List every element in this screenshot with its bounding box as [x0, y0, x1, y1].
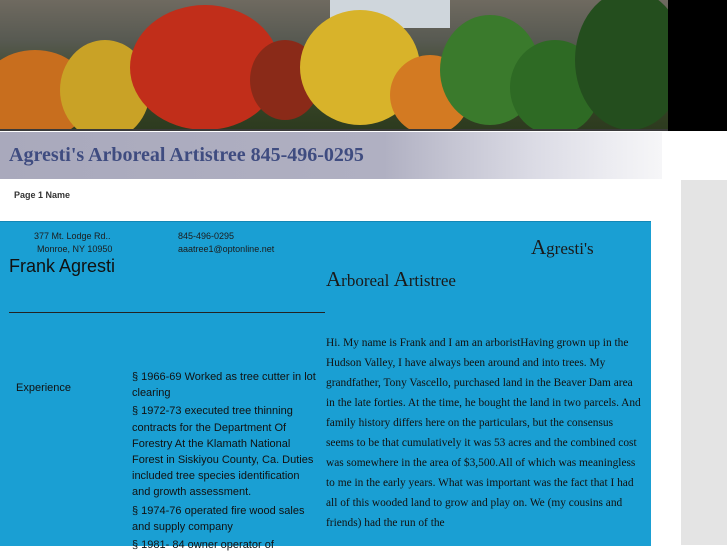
- bio-text: Hi. My name is Frank and I am an arboristHaving grown up in the Hudson Valley, I have always been around and into trees. My grandfather, Tony Vascello, purchased land in the Beaver Dam area in the late forties. At the time, he bought the land in two parcels. And family history differs here on the particulars, but the consensus seems to be that cumulatively it was 53 acres and the combined cost was somewhere in the area of $3,500.All of which was meaningless to me in the early years. What was important was the fact that I had all of this wooded land to grow and play on. We (my cousins and friends) had the run of the: [326, 337, 641, 529]
- address-line1: 377 Mt. Lodge Rd..: [34, 231, 111, 241]
- experience-item: § 1981- 84 owner operator of: [132, 539, 274, 552]
- brand-text: gresti's: [546, 239, 594, 258]
- person-name: Frank Agresti: [9, 256, 116, 276]
- header-banner-photo: [0, 0, 727, 131]
- phone-number: 845-496-0295: [178, 231, 235, 241]
- address-line2: Monroe, NY 10950: [37, 244, 113, 254]
- divider-line: [9, 312, 325, 313]
- brand-text: rboreal: [341, 271, 394, 290]
- experience-item: § 1972-73 executed tree thinning contracts for the Department Of Forestry At the Klamath National Forest in Siskiyou County, Ca. Duties included tree species identification and growth assessment.: [132, 405, 314, 499]
- banner-divider: [0, 129, 668, 131]
- experience-list: [132, 369, 318, 555]
- brand-initial: A: [326, 267, 342, 291]
- brand-title-line1: [531, 235, 594, 260]
- brand-title-line2: [326, 267, 456, 292]
- brand-initial: A: [531, 235, 547, 259]
- site-title: Agresti's Arboreal Artistree 845-496-0295: [9, 144, 364, 166]
- experience-label: Experience: [16, 382, 72, 394]
- email-address[interactable]: aaatree1@optonline.net: [178, 244, 275, 254]
- right-sidebar: [681, 180, 727, 545]
- nav-page-link[interactable]: Page 1 Name: [14, 190, 71, 200]
- brand-text: rtistree: [408, 271, 456, 290]
- experience-item: § 1974-76 operated fire wood sales and supply company: [132, 504, 305, 533]
- brand-initial: A: [393, 267, 409, 291]
- experience-item: § 1966-69 Worked as tree cutter in lot clearing: [132, 371, 316, 400]
- banner-dark-edge: [668, 0, 727, 131]
